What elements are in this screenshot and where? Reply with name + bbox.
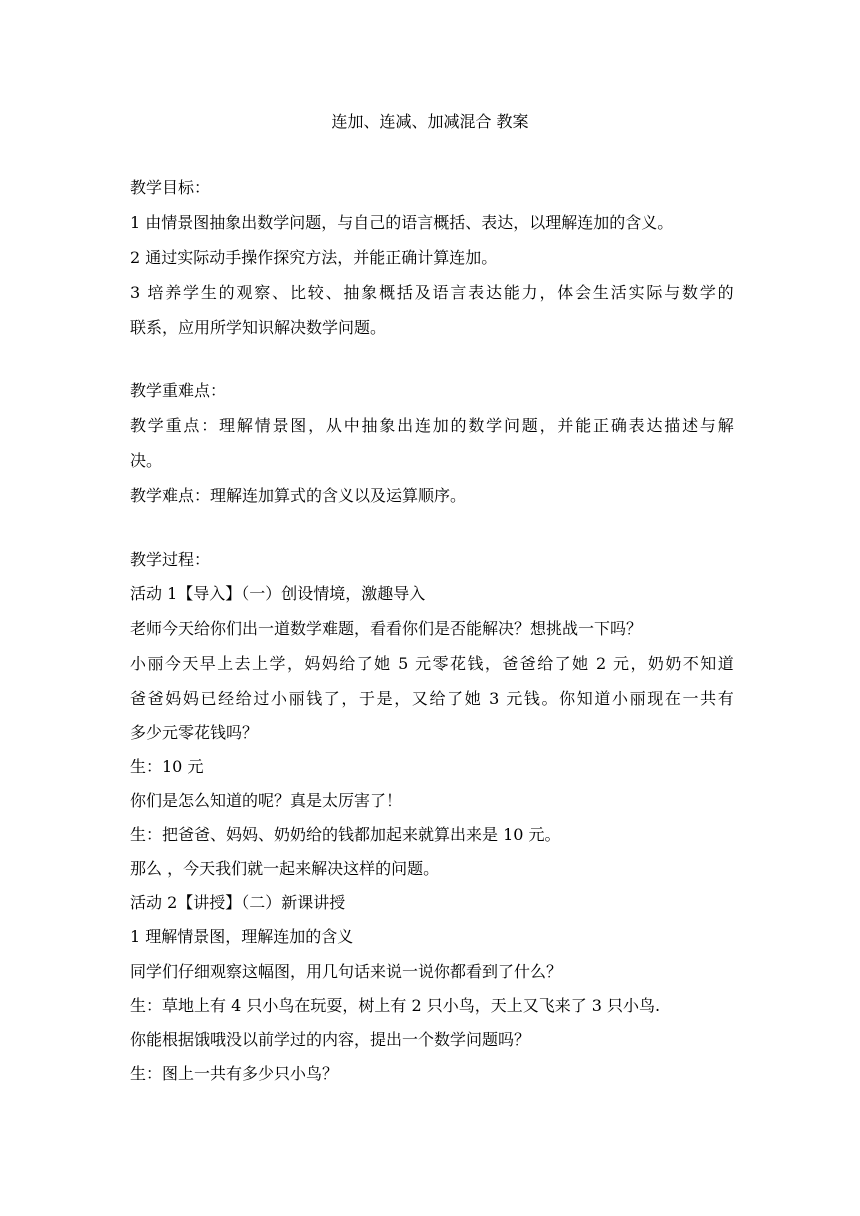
objective-line: 1 由情景图抽象出数学问题，与自己的语言概括、表达，以理解连加的含义。 xyxy=(130,213,674,232)
paragraph-line: 小丽今天早上去上学，妈妈给了她 5 元零花钱，爸爸给了她 2 元，奶奶不知道 xyxy=(130,654,734,673)
paragraph-line: 那么 ，今天我们就一起来解决这样的问题。 xyxy=(130,859,440,878)
paragraph-line: 同学们仔细观察这幅图，用几句话来说一说你都看到了什么？ xyxy=(130,962,563,981)
paragraph-line: 多少元零花钱吗？ xyxy=(130,723,259,742)
paragraph-line: 爸爸妈妈已经给过小丽钱了，于是，又给了她 3 元钱。你知道小丽现在一共有 xyxy=(130,689,734,708)
key-point-line: 决。 xyxy=(130,451,163,470)
student-answer: 生：把爸爸、妈妈、奶奶给的钱都加起来就算出来是 10 元。 xyxy=(130,825,561,844)
student-answer: 生：图上一共有多少只小鸟？ xyxy=(130,1064,339,1083)
key-point-line: 教学重点：理解情景图，从中抽象出连加的数学问题，并能正确表达描述与解 xyxy=(130,416,734,435)
section-heading-process: 教学过程： xyxy=(130,550,211,569)
activity-heading: 活动 2【讲授】（二）新课讲授 xyxy=(130,893,346,912)
subsection-heading: 1 理解情景图，理解连加的含义 xyxy=(130,927,354,946)
difficult-point-line: 教学难点：理解连加算式的含义以及运算顺序。 xyxy=(130,486,467,505)
paragraph-line: 你能根据饿哦没以前学过的内容，提出一个数学问题吗？ xyxy=(130,1030,531,1049)
paragraph-line: 你们是怎么知道的呢？真是太厉害了！ xyxy=(130,791,403,810)
objective-line: 2 通过实际动手操作探究方法，并能正确计算连加。 xyxy=(130,248,498,267)
paragraph-line: 老师今天给你们出一道数学难题，看看你们是否能解决？想挑战一下吗？ xyxy=(130,619,643,638)
objective-line: 3 培养学生的观察、比较、抽象概括及语言表达能力，体会生活实际与数学的 xyxy=(130,283,734,302)
document-title: 连加、连减、加减混合 教案 xyxy=(331,112,529,131)
section-heading-key-points: 教学重难点： xyxy=(130,381,227,400)
student-answer: 生：草地上有 4 只小鸟在玩耍，树上有 2 只小鸟，天上又飞来了 3 只小鸟. xyxy=(130,996,661,1015)
student-answer: 生：10 元 xyxy=(130,757,204,776)
objective-line: 联系，应用所学知识解决数学问题。 xyxy=(130,318,387,337)
section-heading-objectives: 教学目标： xyxy=(130,178,211,197)
activity-heading: 活动 1【导入】（一）创设情境，激趣导入 xyxy=(130,584,426,603)
